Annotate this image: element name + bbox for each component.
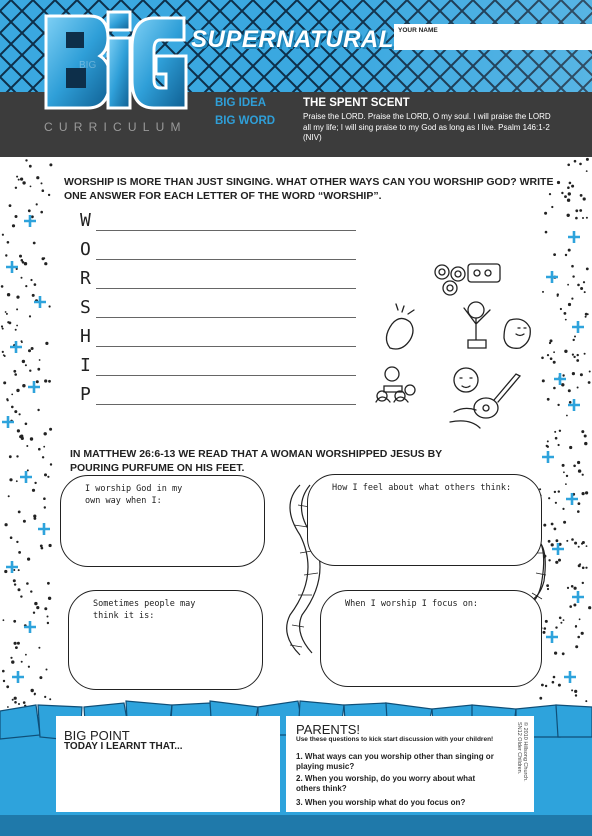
acrostic-row[interactable] (78, 353, 358, 383)
answer-line[interactable] (96, 375, 356, 376)
header (0, 0, 592, 157)
acrostic-letter: H (80, 326, 91, 347)
acrostic-letter: R (80, 268, 91, 289)
acrostic-row[interactable] (78, 382, 358, 412)
logo-text: BIG (79, 60, 97, 71)
acrostic-row[interactable] (78, 295, 358, 325)
worship-sketch-illustration (370, 262, 538, 434)
parents-question: 2. When you worship, do you worry about what others think? (296, 774, 476, 793)
answer-line[interactable] (96, 230, 356, 231)
plus-cross-icon (24, 621, 36, 633)
response-bubble-people-think[interactable] (68, 590, 263, 690)
answer-line[interactable] (96, 346, 356, 347)
big-word-value: Praise the LORD. Praise the LORD, O my soul. I will praise the LORD all my life; I will sing praise to my God as long as I live. Psalm 146:1-2 (NIV) (303, 112, 551, 142)
plus-cross-icon (572, 591, 584, 603)
answer-line[interactable] (96, 317, 356, 318)
big-word-label: BIG WORD (215, 115, 276, 127)
left-dot-decoration (0, 157, 54, 717)
bubble-prompt: I worship God in my own way when I: (85, 484, 183, 506)
plus-cross-icon (12, 671, 24, 683)
acrostic-letter: S (80, 297, 91, 318)
curriculum-label: CURRICULUM (44, 120, 187, 134)
plus-cross-icon (566, 493, 578, 505)
response-bubble-others-think[interactable] (307, 474, 542, 566)
acrostic-letter: O (80, 239, 91, 260)
plus-cross-icon (542, 451, 554, 463)
big-point-title: BIG POINT (64, 728, 130, 743)
big-idea-value: THE SPENT SCENT (303, 97, 410, 109)
plus-cross-icon (546, 271, 558, 283)
plus-cross-icon (568, 399, 580, 411)
name-label: YOUR NAME (398, 27, 438, 34)
copyright-line: © 2010 Hillsong Church. (522, 722, 528, 782)
plus-cross-icon (34, 296, 46, 308)
parents-panel (286, 716, 534, 812)
parents-title: PARENTS! (296, 722, 361, 737)
big-point-subtitle: TODAY I LEARNT THAT... (64, 741, 183, 752)
plus-cross-icon (2, 416, 14, 428)
plus-cross-icon (572, 321, 584, 333)
parents-question: 1. What ways can you worship other than singing or playing music? (296, 752, 494, 771)
series-title: SUPERNATURAL (191, 26, 394, 53)
acrostic-letter: P (80, 384, 91, 405)
response-bubble-worship-way[interactable] (60, 475, 265, 567)
parents-question: 3. When you worship what do you focus on? (296, 798, 466, 807)
name-field[interactable] (394, 24, 592, 50)
plus-cross-icon (10, 341, 22, 353)
plus-cross-icon (6, 561, 18, 573)
parents-subtitle: Use these questions to kick start discussion with your children! (296, 736, 494, 743)
plus-cross-icon (6, 261, 18, 273)
plus-cross-icon (20, 471, 32, 483)
acrostic-letter: W (80, 210, 91, 231)
plus-cross-icon (38, 523, 50, 535)
acrostic-row[interactable] (78, 266, 358, 296)
acrostic-letter: I (80, 355, 91, 376)
acrostic-row[interactable] (78, 324, 358, 354)
acrostic-row[interactable] (78, 208, 358, 238)
big-point-panel[interactable] (56, 716, 280, 812)
worship-question: WORSHIP IS MORE THAN JUST SINGING. WHAT OTHER WAYS CAN YOU WORSHIP GOD? WRITE ONE ANSWER FOR EACH LETTER OF THE WORD “WORSHIP”. (64, 176, 554, 202)
copyright-line: SN12 Older Children. (516, 722, 522, 775)
answer-line[interactable] (96, 259, 356, 260)
answer-line[interactable] (96, 288, 356, 289)
bubble-prompt: Sometimes people may think it is: (93, 599, 196, 621)
bubble-prompt: How I feel about what others think: (332, 483, 512, 493)
answer-line[interactable] (96, 404, 356, 405)
acrostic-row[interactable] (78, 237, 358, 267)
big-logo (44, 10, 189, 113)
big-idea-label: BIG IDEA (215, 97, 267, 109)
copyright-notice (518, 722, 530, 808)
response-bubble-focus[interactable] (320, 590, 542, 687)
matthew-question: IN MATTHEW 26:6-13 WE READ THAT A WOMAN WORSHIPPED JESUS BY POURING PURFUME ON HIS FEET. (70, 448, 442, 474)
plus-cross-icon (564, 671, 576, 683)
plus-cross-icon (24, 215, 36, 227)
plus-cross-icon (568, 231, 580, 243)
bubble-prompt: When I worship I focus on: (345, 599, 479, 609)
